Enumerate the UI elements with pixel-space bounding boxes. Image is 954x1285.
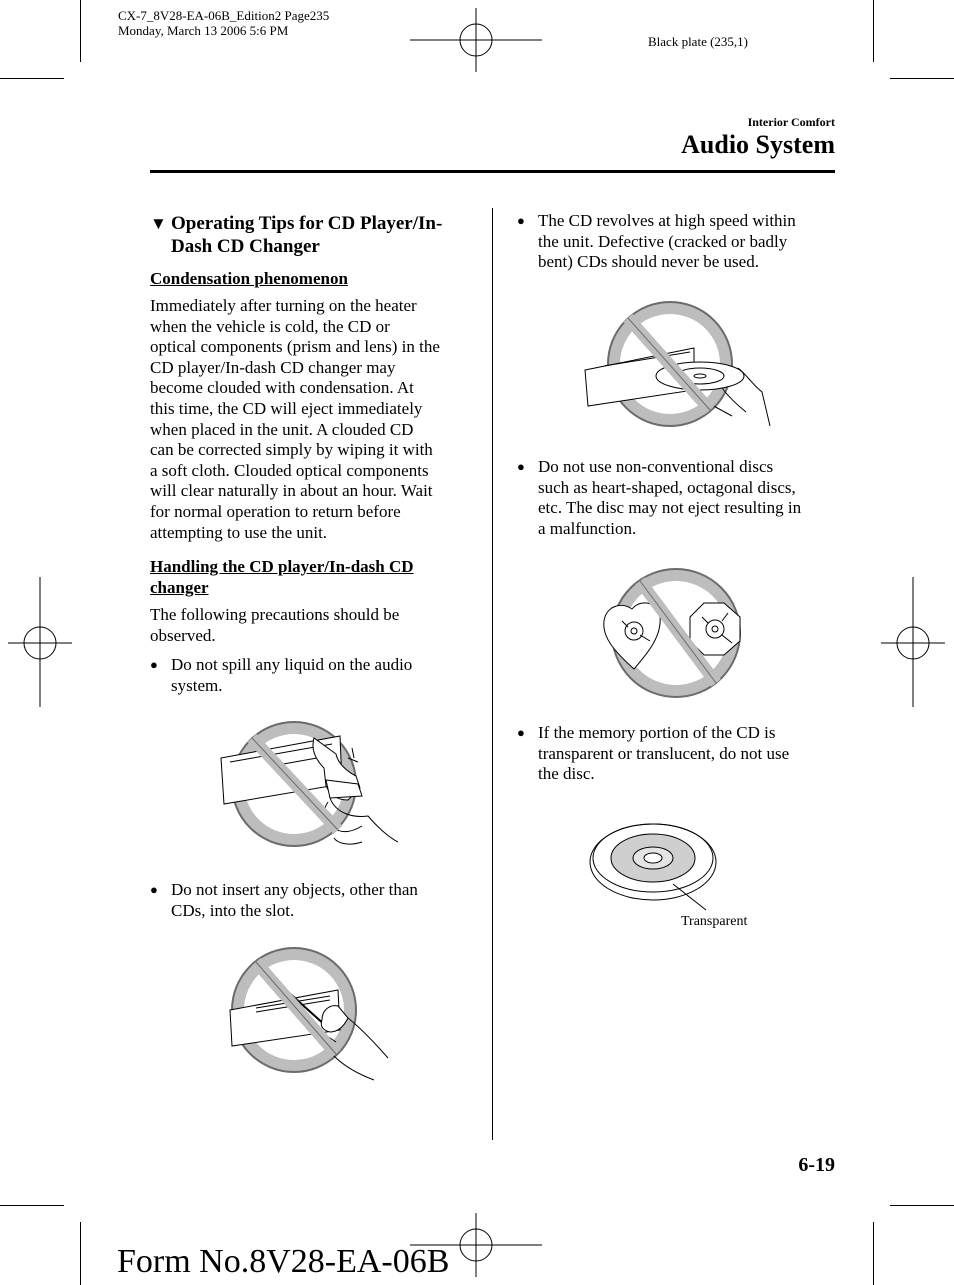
text-line: when placed in the unit. A clouded CD: [150, 419, 414, 439]
bullet-non-conventional: [517, 457, 835, 541]
text-line: CD player/In-dash CD changer may: [150, 357, 396, 377]
text-line: The following precautions should be: [150, 605, 400, 624]
form-number: Form No.8V28-EA-06B: [117, 1243, 450, 1280]
section-heading-line1: Operating Tips for CD Player/In-: [171, 213, 443, 234]
bullet-no-objects: [150, 880, 480, 924]
text-line: the unit. Defective (cracked or badly: [538, 231, 788, 251]
text-line: etc. The disc may not eject resulting in: [538, 498, 802, 518]
plate-info: Black plate (235,1): [648, 34, 748, 49]
paragraph-precautions: [150, 605, 480, 646]
subheading-line: changer: [150, 578, 209, 597]
bullet-no-liquid: [150, 655, 480, 699]
subheading-handling: [150, 556, 414, 598]
crop-mark: [80, 0, 81, 62]
bullet-icon: ●: [517, 213, 525, 228]
crop-mark: [873, 0, 874, 62]
paragraph-condensation: [150, 296, 480, 543]
text-line: a soft cloth. Clouded optical components: [150, 460, 429, 480]
octagon-disc-icon: [690, 603, 740, 655]
text-line: system.: [171, 675, 223, 695]
transparent-cd-illustration: [588, 820, 720, 918]
text-line: optical components (prism and lens) in the: [150, 337, 440, 357]
text-line: Do not spill any liquid on the audio: [171, 655, 413, 674]
file-info-line1: CX-7_8V28-EA-06B_Edition2 Page235: [118, 8, 330, 23]
text-line: attempting to use the unit.: [150, 522, 328, 542]
bullet-icon: ●: [150, 657, 158, 672]
bullet-icon: ●: [150, 882, 158, 897]
section-heading-line2: Dash CD Changer: [171, 236, 320, 257]
text-line: CDs, into the slot.: [171, 900, 295, 920]
bullet-text: [171, 655, 412, 696]
bullet-text: [538, 211, 796, 273]
crop-mark: [873, 1222, 874, 1285]
page-title: Audio System: [681, 130, 835, 159]
registration-mark-left: [8, 577, 72, 707]
file-info-line2: Monday, March 13 2006 5:6 PM: [118, 23, 289, 38]
text-line: can be corrected simply by wiping it with: [150, 440, 433, 460]
text-line: this time, the CD will eject immediately: [150, 398, 423, 418]
column-divider: [492, 208, 493, 1140]
transparent-label: Transparent: [681, 914, 748, 929]
defective-cd-illustration: [582, 300, 772, 430]
header-rule: [150, 170, 835, 173]
text-line: will clear naturally in about an hour. Wait: [150, 481, 433, 501]
bullet-defective-cd: [517, 211, 835, 275]
registration-mark-top: [410, 8, 542, 72]
bullet-transparent-cd: [517, 723, 835, 787]
text-line: The CD revolves at high speed within: [538, 211, 796, 230]
section-category: Interior Comfort: [747, 115, 835, 129]
bullet-text: [171, 880, 418, 921]
bullet-text: [538, 457, 801, 539]
text-line: observed.: [150, 625, 216, 645]
file-info: [118, 8, 329, 38]
text-line: such as heart-shaped, octagonal discs,: [538, 477, 796, 497]
section-heading: [150, 212, 480, 258]
text-line: when the vehicle is cold, the CD or: [150, 316, 390, 336]
crop-mark: [0, 78, 64, 79]
no-objects-illustration: [226, 946, 392, 1082]
crop-mark: [890, 78, 954, 79]
bullet-icon: ●: [517, 725, 525, 740]
page-number: 6-19: [798, 1154, 835, 1176]
text-line: Do not use non-conventional discs: [538, 457, 774, 476]
text-line: become clouded with condensation. At: [150, 378, 414, 398]
text-line: the disc.: [538, 764, 595, 784]
crop-mark: [0, 1205, 64, 1206]
text-line: Immediately after turning on the heater: [150, 296, 417, 315]
no-liquid-illustration: [218, 718, 400, 860]
text-line: transparent or translucent, do not use: [538, 743, 790, 763]
text-line: a malfunction.: [538, 518, 637, 538]
subheading-condensation: Condensation phenomenon: [150, 269, 348, 288]
text-line: If the memory portion of the CD is: [538, 723, 776, 742]
bullet-text: [538, 723, 789, 785]
text-line: bent) CDs should never be used.: [538, 252, 759, 272]
subheading-line: Handling the CD player/In-dash CD: [150, 557, 414, 576]
text-line: for normal operation to return before: [150, 501, 401, 521]
non-conventional-disc-illustration: [600, 565, 750, 701]
registration-mark-right: [881, 577, 945, 707]
crop-mark: [80, 1222, 81, 1285]
bullet-icon: ●: [517, 459, 525, 474]
text-line: Do not insert any objects, other than: [171, 880, 418, 899]
crop-mark: [890, 1205, 954, 1206]
triangle-marker-icon: ▼: [150, 214, 167, 233]
